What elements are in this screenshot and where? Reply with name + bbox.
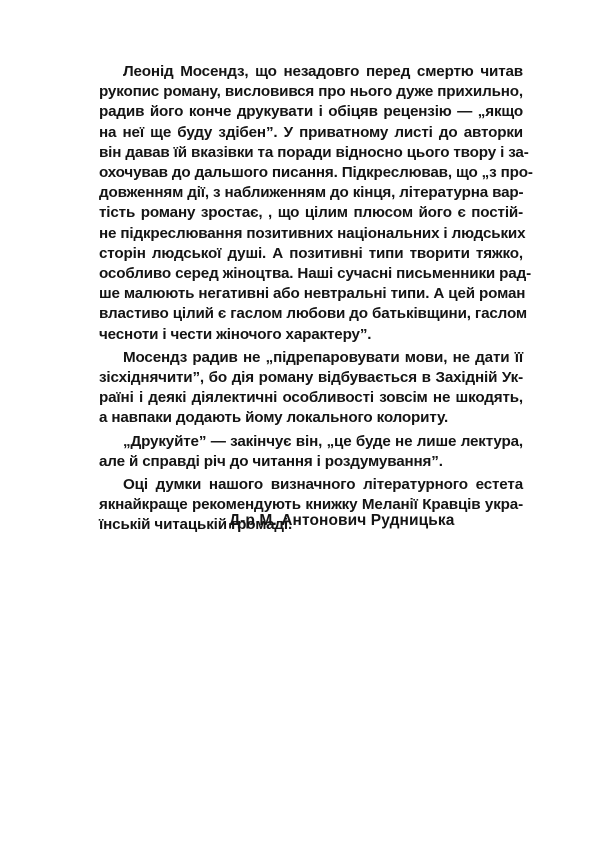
text-line: не підкреслювання позитивних національних і людських <box>99 224 526 242</box>
paragraph-3 <box>99 432 523 472</box>
text-line: зісхіднячити”, бо дія роману відбувається в Західній Ук- <box>99 369 523 387</box>
text-line: „Друкуйте” — закінчує він, „це буде не лише лектура, <box>123 432 523 450</box>
author-signature: Д-р М. Антонович Рудницька <box>229 512 455 529</box>
text-line: тість роману зростає, , що цілим плюсом його є постій- <box>99 204 523 222</box>
text-line: на неї ще буду здібен”. У приватному листі до авторки <box>99 123 523 141</box>
text-line: рукопис роману, висловився про нього дуже прихильно, <box>99 83 523 101</box>
text-line: сторін людської душі. А позитивні типи творити тяжко, <box>99 244 523 262</box>
text-line: властиво цілий є гаслом любови до батьківщини, гаслом <box>99 305 527 323</box>
text-line: але й справді річ до читання і роздумування”. <box>99 452 443 470</box>
text-line: особливо серед жіноцтва. Наші сучасні письменники рад- <box>99 265 531 283</box>
text-line: їнській читацькій громаді. <box>99 516 293 534</box>
paragraph-1 <box>99 62 533 345</box>
text-line: довженням дії, з наближенням до кінця, літературна вар- <box>99 184 524 202</box>
text-line: ше малюють негативні або невтральні типи. А цей роман <box>99 285 526 303</box>
text-line: Леонід Мосендз, що незадовго перед смертю читав <box>123 63 523 80</box>
text-line: чесноти і чести жіночого характеру”. <box>99 325 372 343</box>
text-line: він давав їй вказівки та поради відносно цього твору і за- <box>99 143 529 161</box>
text-line: радив його конче друкувати і обіцяв рецензію — „якщо <box>99 103 523 121</box>
text-line: раїні і деякі діялектичні особливості зовсім не шкодять, <box>99 389 523 407</box>
text-line: якнайкраще рекомендують книжку Меланії Кравців укра- <box>99 496 523 514</box>
text-line: Мосендз радив не „підрепаровувати мови, не дати її <box>123 348 523 366</box>
text-line: охочував до дальшого писання. Підкреслював, що „з про- <box>99 164 533 182</box>
text-line: Оці думки нашого визначного літературного естета <box>123 476 523 494</box>
paragraph-2 <box>99 348 523 429</box>
body-text <box>99 62 533 539</box>
text-line: а навпаки додають йому локального колориту. <box>99 409 449 427</box>
